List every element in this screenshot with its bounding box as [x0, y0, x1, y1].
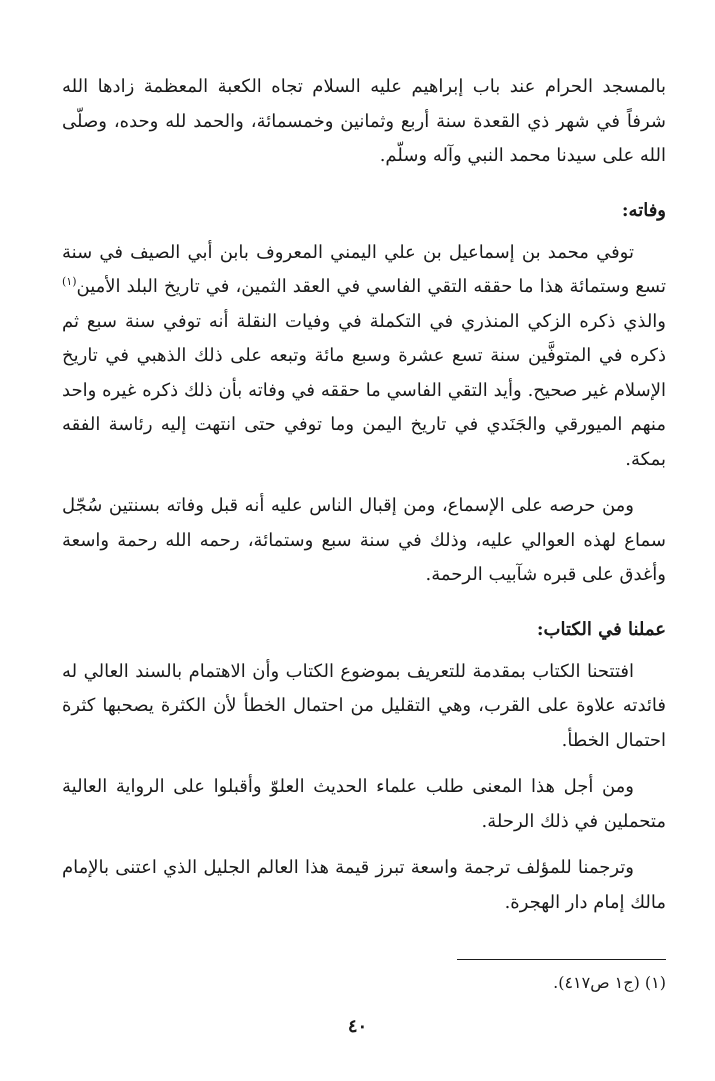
- death-paragraph-1-text-a: توفي محمد بن إسماعيل بن علي اليمني المعروف بابن أبي الصيف في سنة تسع وستمائة هذا ما حققه التقي الفاسي في العقد الثمين، في تاريخ البلد الأمين: [62, 241, 666, 297]
- work-paragraph-1: افتتحنا الكتاب بمقدمة للتعريف بموضوع الكتاب وأن الاهتمام بالسند العالي له فائدته علاوة على القرب، وهي التقليل من احتمال الخطأ لأن الكثرة يصحبها كثرة احتمال الخطأ.: [62, 660, 666, 751]
- death-section-heading: وفاته:: [621, 199, 666, 221]
- death-paragraph-2: ومن حرصه على الإسماع، ومن إقبال الناس عليه أنه قبل وفاته بسنتين سُجّل سماع لهذه العوالي عليه، وذلك في سنة سبع وستمائة، رحمه الله رحمة واسعة وأغدق على قبره شآبيب الرحمة.: [62, 495, 666, 585]
- death-paragraph-1-text-b: والذي ذكره الزكي المنذري في التكملة في وفيات النقلة أنه توفي سنة سبع ثم ذكره في المتوفَّين سنة تسع عشرة وسبع مائة وتبعه على ذلك الذهبي في تاريخ الإسلام غير صحيح. وأيد التقي الفاسي ما حققه في وفاته بأن ذلك ذكره غيره واحد منهم الميورقي والجَنَدي في تاريخ اليمن وما توفي حتى انتهت إليه رئاسة الفقه بمكة.: [62, 310, 666, 470]
- footnote-reference: (١): [62, 275, 77, 288]
- intro-paragraph: بالمسجد الحرام عند باب إبراهيم عليه السلام تجاه الكعبة المعظمة زادها الله شرفاً في شهر ذي القعدة سنة أربع وثمانين وخمسمائة، والحمد لله وحده، وصلّى الله على سيدنا محمد النبي وآله وسلّم.: [62, 76, 666, 166]
- footnote: (١) (ج١ ص٤١٧).: [553, 973, 666, 992]
- page-body: [62, 70, 666, 920]
- death-paragraph-1: [62, 236, 666, 478]
- work-section-heading: عملنا في الكتاب:: [536, 618, 666, 640]
- work-paragraph-2: ومن أجل هذا المعنى طلب علماء الحديث العلوّ وأقبلوا على الرواية العالية متحملين في ذلك الرحلة.: [62, 776, 666, 832]
- footnote-divider: [457, 959, 666, 960]
- page-number: ٤٠: [347, 1016, 368, 1037]
- work-paragraph-3: وترجمنا للمؤلف ترجمة واسعة تبرز قيمة هذا العالم الجليل الذي اعتنى بالإمام مالك إمام دار الهجرة.: [62, 857, 666, 913]
